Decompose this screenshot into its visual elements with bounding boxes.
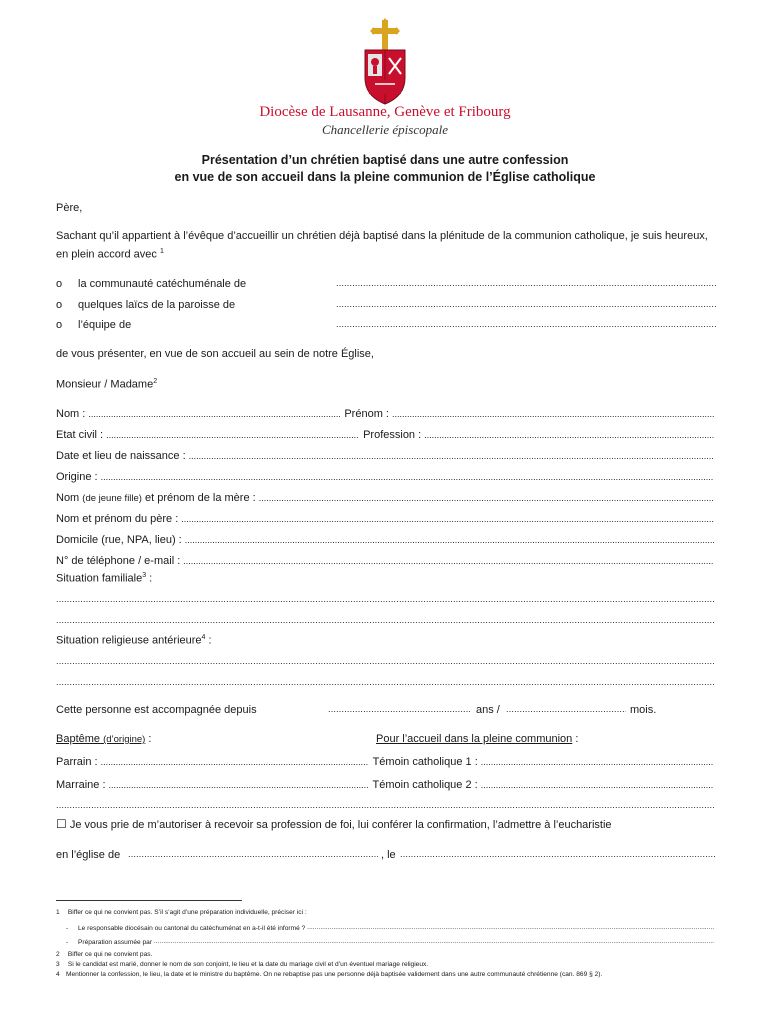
domicile-field[interactable] xyxy=(185,534,714,546)
bullet-icon: o xyxy=(56,319,63,331)
option-field-3[interactable] xyxy=(336,319,716,329)
accompaniment-months-field[interactable] xyxy=(506,704,626,714)
footnote-ref-1: 1 xyxy=(159,248,164,255)
situation-familiale-field-2[interactable] xyxy=(56,615,714,625)
parrain-row xyxy=(56,752,714,768)
nom-field[interactable] xyxy=(88,408,340,420)
footnote-1b-field[interactable] xyxy=(154,938,714,947)
footnote-ref-4: 4 xyxy=(201,634,206,641)
pere-field[interactable] xyxy=(181,513,714,525)
situation-familiale-field-1[interactable] xyxy=(56,594,714,604)
temoin1-label: Témoin catholique 1 : xyxy=(372,756,478,768)
domicile-row xyxy=(56,530,714,546)
situation-familiale-label: Situation familiale$^3$ : xyxy=(56,572,153,585)
marraine-label: Marraine : xyxy=(56,779,106,791)
marraine-row xyxy=(56,775,714,791)
person-salutation: Monsieur / Madame$^2$ xyxy=(56,378,158,391)
option-row-3 xyxy=(56,319,716,335)
mere-field[interactable] xyxy=(259,492,714,504)
accompaniment-text: Cette personne est accompagnée depuis xyxy=(56,704,257,716)
option-label-3: l’équipe de xyxy=(78,319,132,331)
profession-field[interactable] xyxy=(424,429,714,441)
accompaniment-row xyxy=(56,704,716,720)
domicile-label: Domicile (rue, NPA, lieu) : xyxy=(56,534,182,546)
naissance-label: Date et lieu de naissance : xyxy=(56,450,186,462)
situation-religieuse-field-1[interactable] xyxy=(56,656,714,666)
present-text: de vous présenter, en vue de son accueil au sein de notre Église, xyxy=(56,348,374,360)
mere-row xyxy=(56,488,714,504)
telephone-label: N° de téléphone / e-mail : xyxy=(56,555,181,567)
footnote-1a: - Le responsable diocésain ou cantonal du catéchuménat en a-t-il été informé ? ..... xyxy=(66,924,714,933)
option-row-2 xyxy=(56,299,716,315)
salutation: Père, xyxy=(56,202,83,214)
temoin2-label: Témoin catholique 2 : xyxy=(372,779,478,791)
request-text: Je vous prie de m’autoriser à recevoir sa profession de foi, lui conférer la confirmation, l’admettre à l’eucharistie xyxy=(69,819,612,831)
footnote-3: 3 Si le candidat est marié, donner le nom de son conjoint, le lieu et la date du mariage civil et d’un éventuel mariage religieux. xyxy=(56,961,429,968)
prenom-label: Prénom : xyxy=(344,408,389,420)
request-checkbox[interactable]: ☐ xyxy=(56,817,67,831)
name-row xyxy=(56,404,714,420)
bullet-icon: o xyxy=(56,299,63,311)
church-label: en l’église de xyxy=(56,849,121,861)
origine-label: Origine : xyxy=(56,471,98,483)
separator-dotted-line xyxy=(56,800,714,810)
footnote-2: 2 Biffer ce qui ne convient pas. xyxy=(56,951,153,958)
church-row xyxy=(56,849,716,865)
option-field-2[interactable] xyxy=(336,299,716,309)
footnote-ref-2: 2 xyxy=(153,378,158,385)
bapteme-heading: Baptême (d’origine) : xyxy=(56,733,152,745)
parrain-label: Parrain : xyxy=(56,756,98,768)
date-label: , le xyxy=(381,849,396,861)
footnote-1a-field[interactable] xyxy=(307,924,714,933)
accompaniment-mois: mois. xyxy=(630,704,657,716)
footnote-ref-3: 3 xyxy=(142,572,147,579)
option-label-1: la communauté catéchuménale de xyxy=(78,278,247,290)
date-field[interactable] xyxy=(400,849,716,859)
diocese-name: Diocèse de Lausanne, Genève et Fribourg xyxy=(259,104,511,120)
situation-religieuse-field-2[interactable] xyxy=(56,677,714,687)
chancellery-name: Chancellerie épiscopale xyxy=(322,122,448,137)
accueil-heading: Pour l’accueil dans la pleine communion : xyxy=(376,733,579,745)
temoin2-field[interactable] xyxy=(481,779,714,791)
origine-row xyxy=(56,467,714,483)
intro-text: Sachant qu’il appartient à l’évêque d’accueillir un chrétien déjà baptisé dans la plénitude de la communion catholique, je suis heureux, en plein accord avec xyxy=(56,230,708,261)
option-row-1 xyxy=(56,278,716,294)
intro-paragraph xyxy=(56,228,716,263)
situation-religieuse-label: Situation religieuse antérieure$^4$ : xyxy=(56,634,212,647)
diocese-coat-of-arms xyxy=(355,18,415,106)
prenom-field[interactable] xyxy=(392,408,714,420)
profession-label: Profession : xyxy=(363,429,422,441)
option-field-1[interactable] xyxy=(336,278,716,288)
accompaniment-ans: ans / xyxy=(476,704,500,716)
bullet-icon: o xyxy=(56,278,63,290)
origine-field[interactable] xyxy=(101,471,714,483)
naissance-field[interactable] xyxy=(189,450,714,462)
civil-row xyxy=(56,425,714,441)
temoin1-field[interactable] xyxy=(481,756,714,768)
document-title-line2: en vue de son accueil dans la pleine communion de l’Église catholique xyxy=(174,170,596,184)
marraine-field[interactable] xyxy=(109,779,369,791)
parrain-field[interactable] xyxy=(101,756,369,768)
etat-civil-label: Etat civil : xyxy=(56,429,104,441)
etat-civil-field[interactable] xyxy=(106,429,359,441)
footnote-1b: - Préparation assumée par ..... xyxy=(66,938,714,947)
pere-row xyxy=(56,509,714,525)
document-title-line1: Présentation d’un chrétien baptisé dans une autre confession xyxy=(201,153,569,167)
mere-label: Nom (de jeune fille) et prénom de la mère : xyxy=(56,492,256,504)
church-field[interactable] xyxy=(128,849,378,859)
pere-label: Nom et prénom du père : xyxy=(56,513,179,525)
telephone-field[interactable] xyxy=(183,555,714,567)
request-row xyxy=(56,817,612,831)
nom-label: Nom : xyxy=(56,408,86,420)
footnote-4: 4 Mentionner la confession, le lieu, la date et le ministre du baptême. On ne rebaptise pas une personne déjà baptisée validement dans une autre communauté chrétienne (can. 869 § 2). xyxy=(56,971,603,978)
option-label-2: quelques laïcs de la paroisse de xyxy=(78,299,236,311)
naissance-row xyxy=(56,446,714,462)
telephone-row xyxy=(56,551,714,567)
footnote-1: 1 Biffer ce qui ne convient pas. S’il s’agit d’une préparation individuelle, préciser ici : xyxy=(56,909,307,916)
footnote-separator xyxy=(56,900,242,901)
accompaniment-years-field[interactable] xyxy=(328,704,470,714)
